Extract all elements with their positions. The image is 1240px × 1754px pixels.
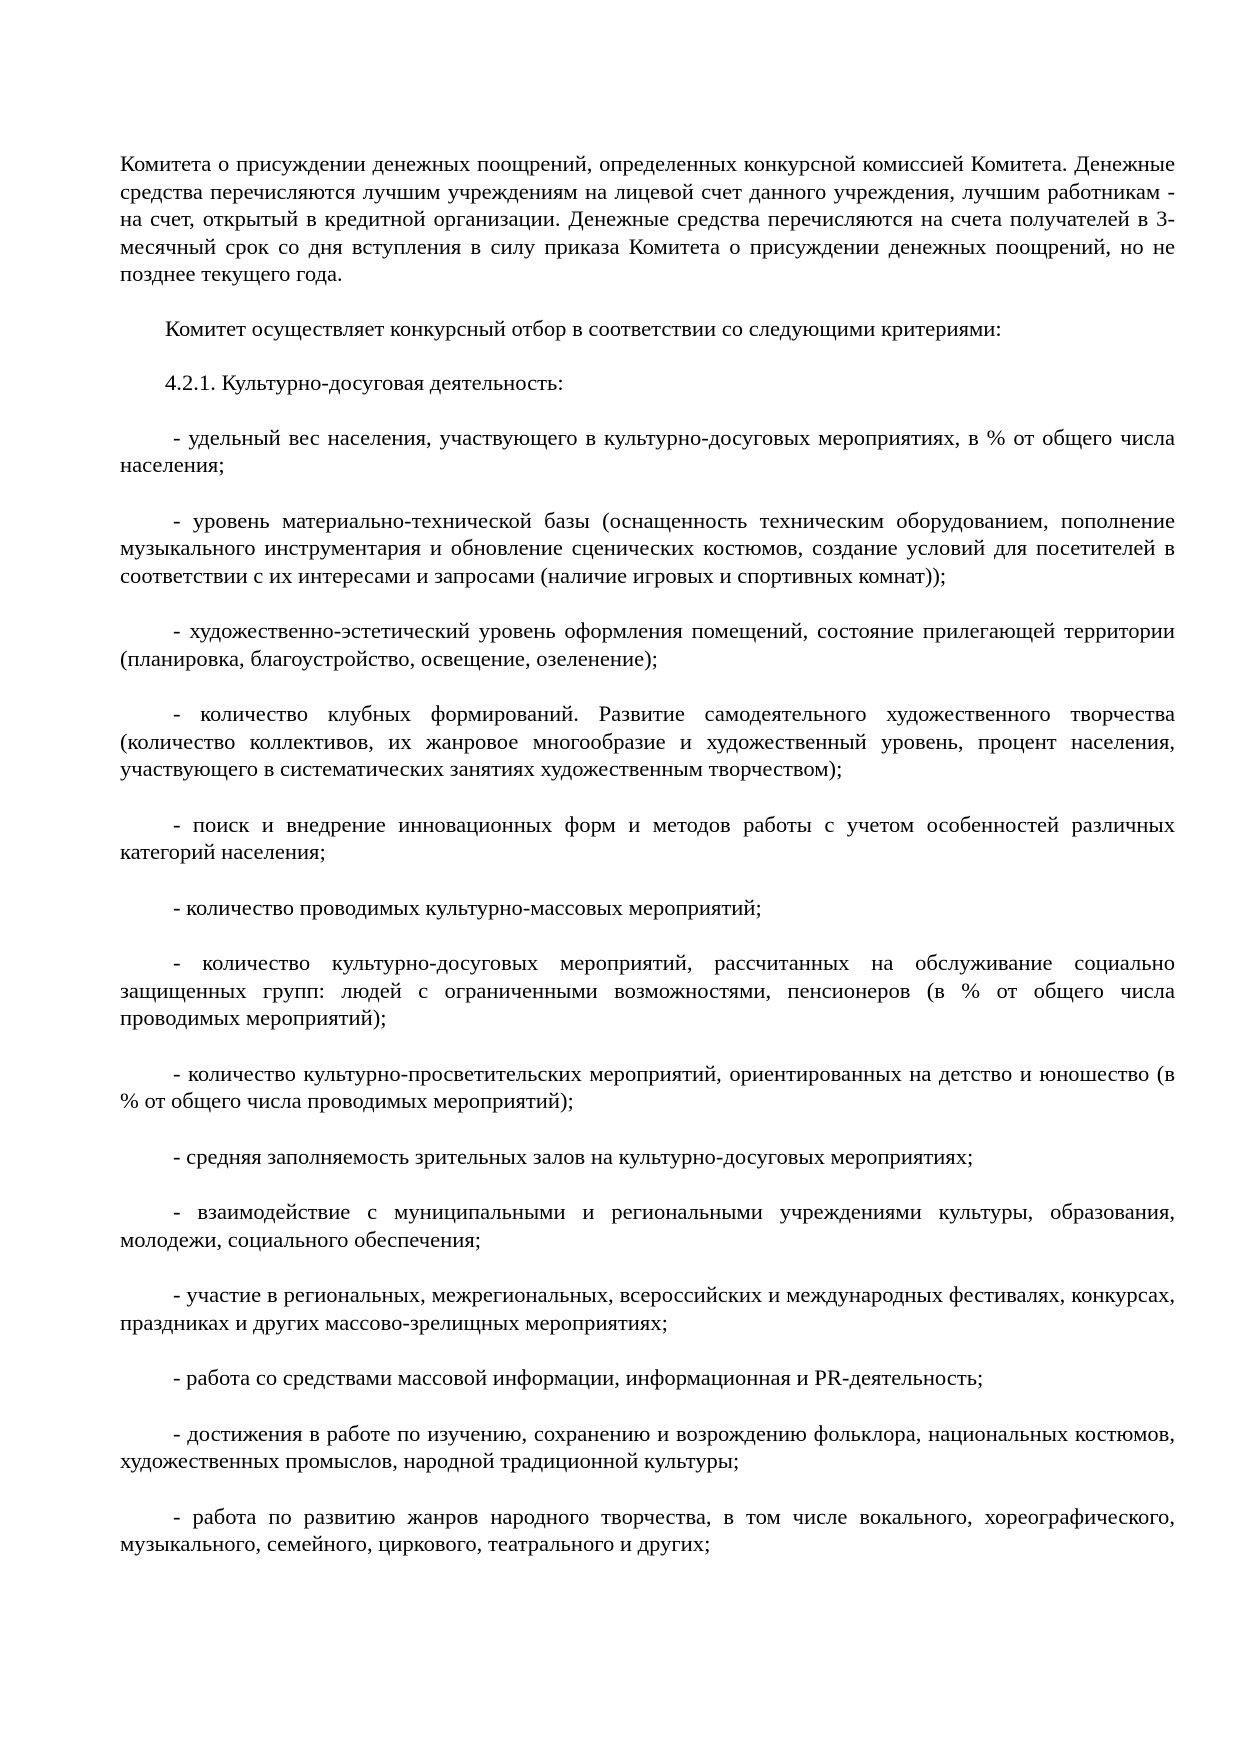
intro-paragraph: Комитета о присуждении денежных поощрений, определенных конкурсной комиссией Комитета. Денежные средства перечисляются лучшим учреждениям на лицевой счет данного учреждения, лучшим работникам - на счет, открытый в кредитной организации. Денежные средства перечисляются на счета получателей в 3-месячный срок со дня вступления в силу приказа Комитета о присуждении денежных поощрений, но не позднее текущего года. xyxy=(120,151,1175,286)
criterion-item: - участие в региональных, межрегиональных, всероссийских и международных фестивалях, конкурсах, праздниках и других массово-зрелищных мероприятиях; xyxy=(120,1282,1175,1335)
criterion-item: - работа со средствами массовой информации, информационная и PR-деятельность; xyxy=(173,1365,984,1390)
criterion-item: - количество культурно-досуговых мероприятий, рассчитанных на обслуживание социально защищенных групп: людей с ограниченными возможностями, пенсионеров (в % от общего числа проводимых мероприятий); xyxy=(120,950,1175,1030)
criteria-intro: Комитет осуществляет конкурсный отбор в соответствии со следующими критериями: xyxy=(165,315,1002,341)
document-body xyxy=(120,150,1175,1586)
criterion-item: - достижения в работе по изучению, сохранению и возрождению фольклора, национальных костюмов, художественных промыслов, народной традиционной культуры; xyxy=(120,1420,1175,1473)
criterion-item: - количество проводимых культурно-массовых мероприятий; xyxy=(173,894,762,920)
criterion-item: - уровень материально-технической базы (оснащенность техническим оборудованием, пополнение музыкального инструментария и обновление сценических костюмов, создание условий для посетителей в соответствии с их интересами и запросами (наличие игровых и спортивных комнат)); xyxy=(120,507,1175,588)
criterion-item: - удельный вес населения, участвующего в культурно-досуговых мероприятиях, в % от общего числа населения; xyxy=(120,424,1175,477)
criterion-item: - количество культурно-просветительских мероприятий, ориентированных на детство и юношество (в % от общего числа проводимых мероприятий); xyxy=(120,1060,1175,1113)
criterion-item: - художественно-эстетический уровень оформления помещений, состояние прилегающей территории (планировка, благоустройство, освещение, озеленение); xyxy=(120,618,1175,671)
criterion-item: - средняя заполняемость зрительных залов на культурно-досуговых мероприятиях; xyxy=(173,1143,974,1169)
criterion-item: - взаимодействие с муниципальными и региональными учреждениями культуры, образования, молодежи, социального обеспечения; xyxy=(120,1199,1175,1252)
criterion-item: - работа по развитию жанров народного творчества, в том числе вокального, хореографического, музыкального, семейного, циркового, театрального и других; xyxy=(120,1503,1175,1556)
section-heading: 4.2.1. Культурно-досуговая деятельность: xyxy=(165,370,564,395)
criterion-item: - количество клубных формирований. Развитие самодеятельного художественного творчества (количество коллективов, их жанровое многообразие и художественный уровень, процент населения, участвующего в систематических занятиях художественным творчеством); xyxy=(120,701,1175,781)
criterion-item: - поиск и внедрение инновационных форм и методов работы с учетом особенностей различных категорий населения; xyxy=(120,811,1175,864)
